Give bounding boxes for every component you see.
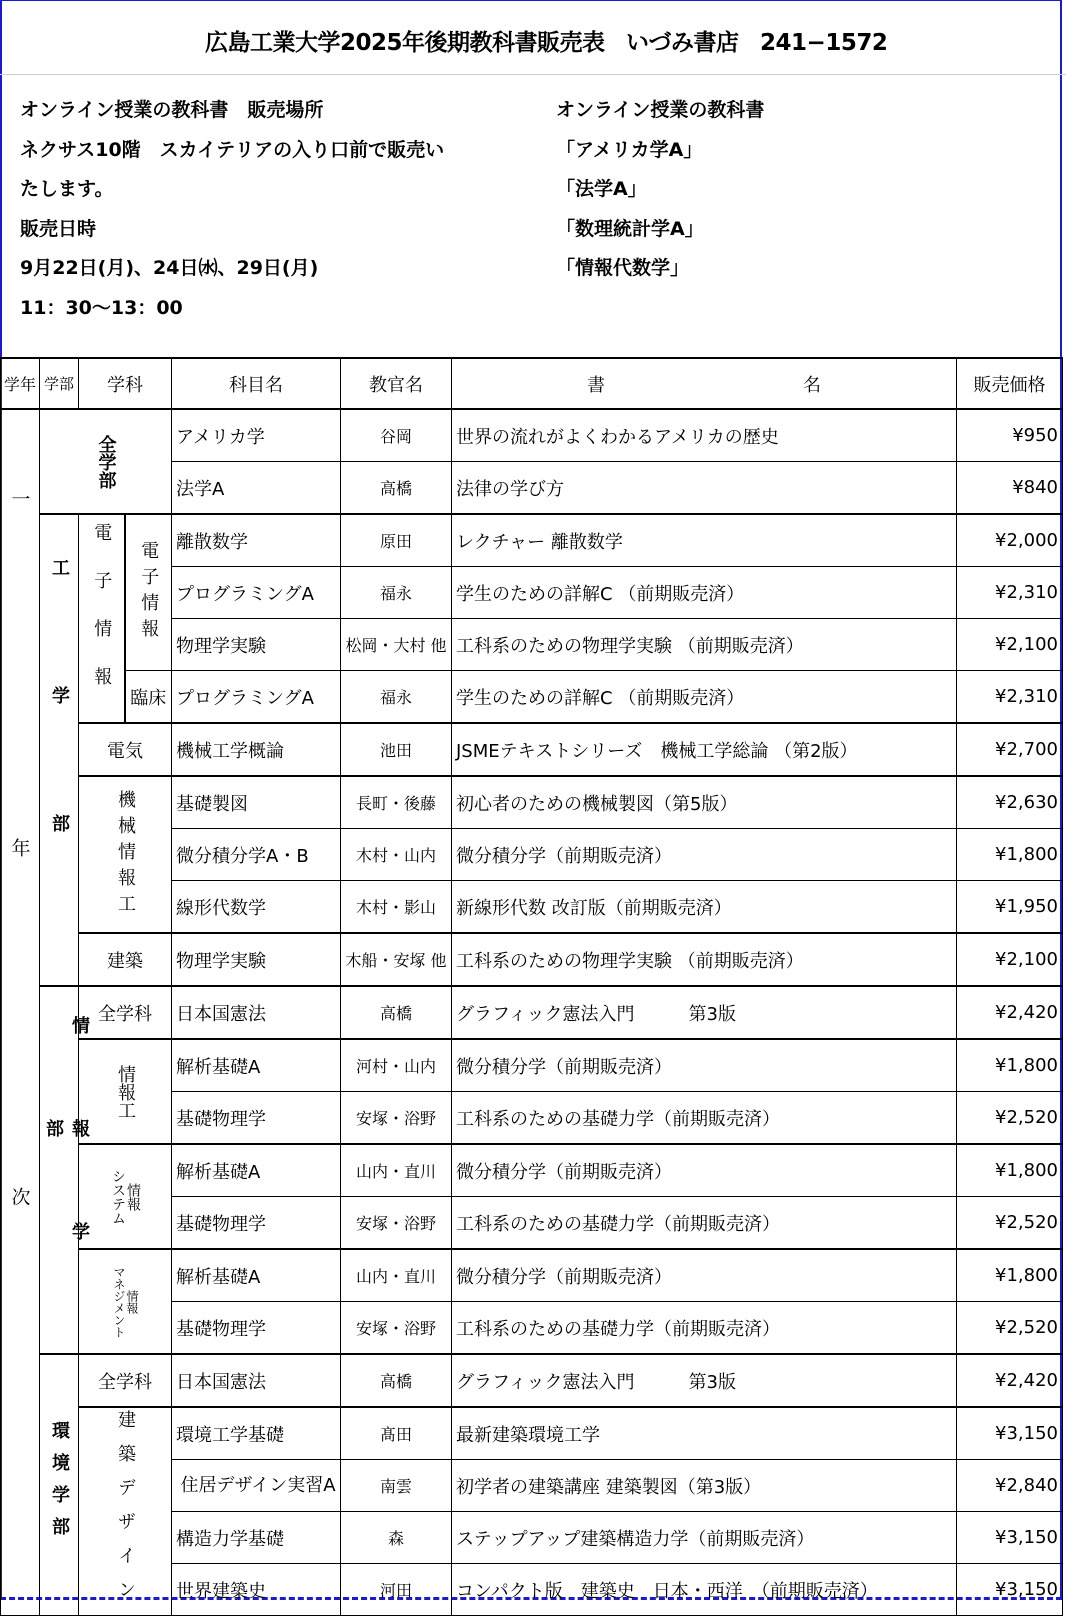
store-name: いづみ書店: [626, 30, 739, 56]
info-line: オンライン授業の教科書: [556, 99, 765, 121]
course-rinsho: [125, 671, 172, 724]
dept-jouhou-kou: [79, 1039, 172, 1144]
table-row: [1, 514, 1063, 567]
teacher-cell: 安塚・浴野: [341, 1092, 452, 1145]
header-dept: 学科: [79, 358, 172, 409]
book-title-cell: 微分積分学（前期販売済）: [452, 1249, 957, 1302]
teacher-cell: 河村・山内: [341, 1039, 452, 1092]
online-textbooks: [556, 91, 764, 289]
table-header: [1, 358, 1063, 409]
price-cell: ¥3,150: [957, 1407, 1063, 1460]
price-cell: ¥2,840: [957, 1460, 1063, 1512]
teacher-cell: 安塚・浴野: [341, 1197, 452, 1250]
dept-all-env: [79, 1354, 172, 1407]
table-row: [1, 1407, 1063, 1460]
header-book: 書 名: [452, 358, 957, 409]
subject-cell: 基礎物理学: [172, 1092, 341, 1145]
info-line: オンライン授業の教科書 販売場所: [20, 99, 324, 121]
book-title-cell: 工科系のための基礎力学（前期販売済）: [452, 1302, 957, 1355]
info-line: 11：30〜13：00: [20, 296, 183, 319]
table-row: [1, 933, 1063, 986]
faculty-engineering: [40, 514, 79, 986]
price-cell: ¥1,800: [957, 1249, 1063, 1302]
subject-cell: 構造力学基礎: [172, 1512, 341, 1564]
subject-cell: 離散数学: [172, 514, 341, 567]
book-title-cell: 新線形代数 改訂版（前期販売済）: [452, 881, 957, 934]
title-text: 広島工業大学2025年後期教科書販売表: [205, 30, 605, 56]
price-cell: ¥2,100: [957, 933, 1063, 986]
teacher-cell: 高橋: [341, 986, 452, 1039]
course-denshi-jouhou: [125, 514, 172, 671]
teacher-cell: 長町・後藤: [341, 776, 452, 829]
teacher-cell: 池田: [341, 723, 452, 776]
table-row: [1, 1354, 1063, 1407]
book-title-cell: 世界の流れがよくわかるアメリカの歴史: [452, 409, 957, 462]
subject-cell: 環境工学基礎: [172, 1407, 341, 1460]
teacher-cell: 松岡・大村 他: [341, 619, 452, 671]
book-title-cell: 工科系のための基礎力学（前期販売済）: [452, 1092, 957, 1145]
book-title-cell: 微分積分学（前期販売済）: [452, 829, 957, 881]
textbook-table: [0, 357, 1063, 1616]
table-row: [1, 723, 1063, 776]
header-teacher: 教官名: [341, 358, 452, 409]
subject-cell: 機械工学概論: [172, 723, 341, 776]
price-cell: ¥1,950: [957, 881, 1063, 934]
price-cell: ¥2,520: [957, 1197, 1063, 1250]
book-title-cell: 工科系のための物理学実験 （前期販売済）: [452, 933, 957, 986]
table-row: [1, 409, 1063, 462]
book-title-cell: 工科系のための物理学実験 （前期販売済）: [452, 619, 957, 671]
book-title-cell: グラフィック憲法入門 第3版: [452, 986, 957, 1039]
book-title-cell: 初学者の建築講座 建築製図（第3版）: [452, 1460, 957, 1512]
page-title: [205, 24, 901, 57]
dept-all-env-text: 全学科: [98, 1371, 152, 1393]
table-row: [1, 776, 1063, 829]
subject-cell: プログラミングA: [172, 567, 341, 619]
teacher-cell: 安塚・浴野: [341, 1302, 452, 1355]
teacher-cell: 髙田: [341, 1407, 452, 1460]
info-line: ネクサス10階 スカイテリアの入り口前で販売い: [20, 138, 445, 161]
info-line: 「アメリカ学A」: [556, 138, 703, 161]
subject-cell: アメリカ学: [172, 409, 341, 462]
price-cell: ¥3,150: [957, 1512, 1063, 1564]
book-title-cell: コンパクト版 建築史 日本・西洋 （前期販売済）: [452, 1564, 957, 1616]
course-rinsho-text: 臨床: [130, 687, 167, 709]
dept-denki-text: 電気: [107, 740, 143, 762]
price-cell: ¥1,800: [957, 1144, 1063, 1197]
subject-cell: プログラミングA: [172, 671, 341, 724]
dept-kikai-jouhou: [79, 776, 172, 933]
subject-cell: 微分積分学A・B: [172, 829, 341, 881]
price-cell: ¥2,310: [957, 671, 1063, 724]
book-title-cell: ステップアップ建築構造力学（前期販売済）: [452, 1512, 957, 1564]
subject-cell: 解析基礎A: [172, 1039, 341, 1092]
grade-label-text: 一年次: [8, 489, 31, 1536]
info-line: たします。: [20, 178, 114, 200]
table-row: [1, 1249, 1063, 1302]
table-row: [1, 986, 1063, 1039]
teacher-cell: 南雲: [341, 1460, 452, 1512]
teacher-cell: 高橋: [341, 462, 452, 515]
price-cell: ¥2,520: [957, 1302, 1063, 1355]
header-subject: 科目名: [172, 358, 341, 409]
book-title-cell: 最新建築環境工学: [452, 1407, 957, 1460]
price-cell: ¥2,420: [957, 986, 1063, 1039]
subject-cell: 線形代数学: [172, 881, 341, 934]
book-title-cell: 微分積分学（前期販売済）: [452, 1144, 957, 1197]
teacher-cell: 福永: [341, 671, 452, 724]
faculty-environment-text: 環境学部: [49, 1421, 70, 1549]
teacher-cell: 木船・安塚 他: [341, 933, 452, 986]
subject-cell: 住居デザイン実習A: [172, 1460, 341, 1512]
book-title-cell: レクチャー 離散数学: [452, 514, 957, 567]
book-title-cell: 学生のための詳解C （前期販売済）: [452, 567, 957, 619]
dept-kenchiku-text: 建築: [107, 950, 143, 972]
info-line: 「数理統計学A」: [556, 217, 704, 240]
book-title-cell: 工科系のための基礎力学（前期販売済）: [452, 1197, 957, 1250]
subject-cell: 基礎物理学: [172, 1302, 341, 1355]
dept-kenchiku-design-text: 建築デザイン: [115, 1409, 136, 1614]
table-row: [1, 671, 1063, 724]
info-line: 販売日時: [20, 217, 97, 240]
teacher-cell: 木村・影山: [341, 881, 452, 934]
subject-cell: 日本国憲法: [172, 986, 341, 1039]
subject-cell: 解析基礎A: [172, 1249, 341, 1302]
subject-cell: 解析基礎A: [172, 1144, 341, 1197]
subject-cell: 日本国憲法: [172, 1354, 341, 1407]
dept-info-system-text: 情報 システム: [110, 1168, 141, 1225]
table-row: [1, 1039, 1063, 1092]
faculty-engineering-text: 工学部: [49, 558, 70, 942]
dept-info-management-text: 情報 マネジメント: [112, 1265, 139, 1338]
faculty-all-text: 全学部: [95, 434, 117, 489]
header-grade: 学年: [1, 358, 40, 409]
price-cell: ¥950: [957, 409, 1063, 462]
dept-denshi-jouhou-text: 電子情報: [91, 522, 113, 715]
store-phone: 241−1572: [760, 30, 888, 56]
book-title-cell: 初心者のための機械製図（第5版）: [452, 776, 957, 829]
price-cell: ¥2,310: [957, 567, 1063, 619]
faculty-information: [40, 986, 90, 1354]
faculty-environment: [40, 1354, 79, 1616]
subject-cell: 物理学実験: [172, 619, 341, 671]
price-cell: ¥2,520: [957, 1092, 1063, 1145]
teacher-cell: 森: [341, 1512, 452, 1564]
sales-info: [20, 91, 444, 328]
teacher-cell: 山内・直川: [341, 1144, 452, 1197]
subject-cell: 世界建築史: [172, 1564, 341, 1616]
teacher-cell: 木村・山内: [341, 829, 452, 881]
teacher-cell: 山内・直川: [341, 1249, 452, 1302]
faculty-all: [40, 409, 172, 514]
teacher-cell: 福永: [341, 567, 452, 619]
info-line: 「情報代数学」: [556, 257, 690, 279]
price-cell: ¥2,420: [957, 1354, 1063, 1407]
table-row: [1, 1144, 1063, 1197]
book-title-cell: JSMEテキストシリーズ 機械工学総論 （第2版）: [452, 723, 957, 776]
book-title-cell: グラフィック憲法入門 第3版: [452, 1354, 957, 1407]
dept-kenchiku: [79, 933, 172, 986]
header-faculty: 学部: [40, 358, 79, 409]
dept-info-management: [79, 1249, 172, 1354]
price-cell: ¥2,000: [957, 514, 1063, 567]
book-title-cell: 微分積分学（前期販売済）: [452, 1039, 957, 1092]
faculty-information-text: 情報学部: [43, 1015, 90, 1325]
info-line: 「法学A」: [556, 178, 647, 200]
price-cell: ¥2,700: [957, 723, 1063, 776]
price-cell: ¥2,100: [957, 619, 1063, 671]
dept-denki: [79, 723, 172, 776]
price-cell: ¥840: [957, 462, 1063, 515]
dept-jouhou-kou-text: 情報工: [115, 1064, 136, 1119]
subject-cell: 法学A: [172, 462, 341, 515]
book-title-cell: 法律の学び方: [452, 462, 957, 515]
dept-kikai-jouhou-text: 機械情報工: [115, 789, 136, 920]
price-cell: ¥1,800: [957, 1039, 1063, 1092]
price-cell: ¥3,150: [957, 1564, 1063, 1616]
book-title-cell: 学生のための詳解C （前期販売済）: [452, 671, 957, 724]
dept-denshi-jouhou: [79, 514, 125, 723]
dept-kenchiku-design: [79, 1407, 172, 1616]
teacher-cell: 河田: [341, 1564, 452, 1616]
title-divider: [0, 74, 1066, 75]
dept-info-system: [79, 1144, 172, 1249]
teacher-cell: 高橋: [341, 1354, 452, 1407]
info-line: 9月22日(月)、24日㈬、29日(月): [20, 257, 319, 279]
subject-cell: 基礎物理学: [172, 1197, 341, 1250]
teacher-cell: 谷岡: [341, 409, 452, 462]
subject-cell: 基礎製図: [172, 776, 341, 829]
header-price: 販売価格: [957, 358, 1063, 409]
dept-all-info-text: 全学科: [98, 1003, 152, 1025]
subject-cell: 物理学実験: [172, 933, 341, 986]
grade-label: [1, 409, 40, 1616]
course-denshi-jouhou-text: 電子情報: [138, 540, 160, 645]
price-cell: ¥1,800: [957, 829, 1063, 881]
teacher-cell: 原田: [341, 514, 452, 567]
dept-all-info: [79, 986, 172, 1039]
price-cell: ¥2,630: [957, 776, 1063, 829]
